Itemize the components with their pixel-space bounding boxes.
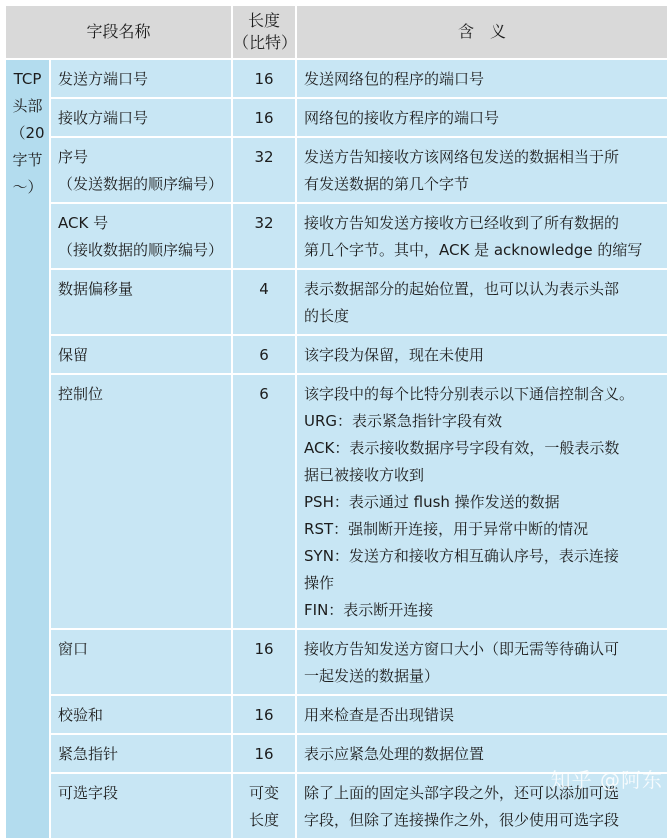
table-row <box>5 695 668 734</box>
field-length-cell: 6 <box>232 335 296 374</box>
watermark: 知乎 @阿东 <box>550 768 663 792</box>
header-length: 长度 （比特） <box>232 5 296 59</box>
group-label-tcp-header: TCP 头部 （20 字节 ～） <box>5 59 50 839</box>
field-length-cell: 16 <box>232 59 296 98</box>
table-row <box>5 137 668 203</box>
field-name-cell: 窗口 <box>50 629 232 695</box>
table-row <box>5 269 668 335</box>
field-meaning-cell: 接收方告知发送方窗口大小（即无需等待确认可 一起发送的数据量） <box>296 629 668 695</box>
header-meaning: 含 义 <box>296 5 668 59</box>
field-meaning-cell: 该字段中的每个比特分别表示以下通信控制含义。 URG：表示紧急指针字段有效 ACK：表示接收数据序号字段有效，一般表示数 据已被接收方收到 PSH：表示通过 flush 操作发送的数据 RST：强制断开连接，用于异常中断的情况 SYN：发送方和接收方相互确认序号，表示连接 操作 FIN：表示断开连接 <box>296 374 668 629</box>
field-name-cell: 发送方端口号 <box>50 59 232 98</box>
field-name-cell: 序号 （发送数据的顺序编号） <box>50 137 232 203</box>
header-field-name: 字段名称 <box>5 5 232 59</box>
table-row <box>5 374 668 629</box>
table-row <box>5 203 668 269</box>
field-length-cell: 16 <box>232 629 296 695</box>
field-length-cell: 可变 长度 <box>232 773 296 839</box>
field-meaning-cell: 网络包的接收方程序的端口号 <box>296 98 668 137</box>
field-name-cell: 控制位 <box>50 374 232 629</box>
table-row <box>5 59 668 98</box>
field-name-cell: 接收方端口号 <box>50 98 232 137</box>
table-row <box>5 629 668 695</box>
field-meaning-cell: 表示数据部分的起始位置，也可以认为表示头部 的长度 <box>296 269 668 335</box>
field-name-cell: 保留 <box>50 335 232 374</box>
field-length-cell: 6 <box>232 374 296 629</box>
field-meaning-cell: 表示应紧急处理的数据位置 <box>296 734 668 773</box>
field-length-cell: 16 <box>232 98 296 137</box>
table-header-row <box>5 5 668 59</box>
field-meaning-cell: 接收方告知发送方接收方已经收到了所有数据的 第几个字节。其中，ACK 是 acknowledge 的缩写 <box>296 203 668 269</box>
table-row <box>5 335 668 374</box>
field-meaning-cell: 该字段为保留，现在未使用 <box>296 335 668 374</box>
field-name-cell: 数据偏移量 <box>50 269 232 335</box>
field-name-cell: ACK 号 （接收数据的顺序编号） <box>50 203 232 269</box>
field-name-cell: 可选字段 <box>50 773 232 839</box>
field-length-cell: 4 <box>232 269 296 335</box>
tcp-header-table <box>4 4 669 840</box>
field-meaning-cell: 用来检查是否出现错误 <box>296 695 668 734</box>
field-meaning-cell: 发送方告知接收方该网络包发送的数据相当于所 有发送数据的第几个字节 <box>296 137 668 203</box>
field-meaning-cell: 除了上面的固定头部字段之外，还可以添加可选 字段，但除了连接操作之外，很少使用可选字段 <box>296 773 668 839</box>
field-meaning-cell: 发送网络包的程序的端口号 <box>296 59 668 98</box>
field-length-cell: 16 <box>232 695 296 734</box>
field-length-cell: 32 <box>232 203 296 269</box>
field-length-cell: 32 <box>232 137 296 203</box>
field-length-cell: 16 <box>232 734 296 773</box>
field-name-cell: 校验和 <box>50 695 232 734</box>
field-name-cell: 紧急指针 <box>50 734 232 773</box>
table-row <box>5 98 668 137</box>
